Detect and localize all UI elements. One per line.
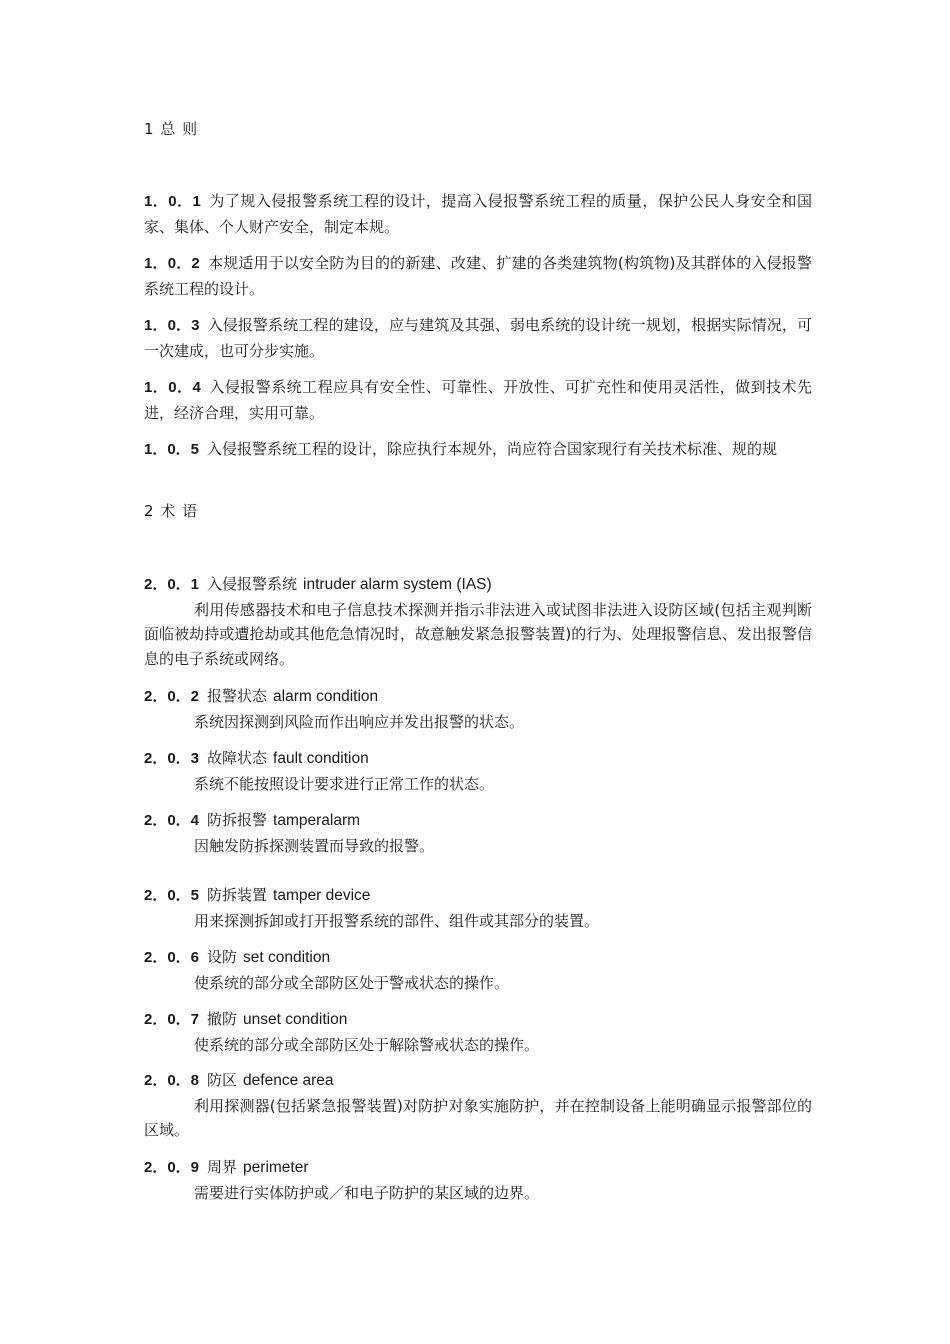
clause-text: 入侵报警系统工程应具有安全性、可靠性、开放性、可扩充性和使用灵活性，做到技术先进，经济合理，实用可靠。 <box>144 378 812 422</box>
clause-1-0-3 <box>144 313 812 363</box>
term-number: 2．0．3 <box>144 750 200 767</box>
clause-number: 1．0．2 <box>144 255 200 272</box>
term-cn: 防拆报警 <box>207 811 268 829</box>
term-en: fault condition <box>273 750 369 767</box>
clause-text: 本规适用于以安全防为目的的新建、改建、扩建的各类建筑物(构筑物)及其群体的入侵报警系统工程的设计。 <box>144 254 812 298</box>
term-cn: 防区 <box>207 1071 238 1089</box>
term-heading <box>144 572 812 598</box>
clause-number: 1．0．3 <box>144 317 200 334</box>
term-number: 2．0．5 <box>144 887 200 904</box>
chapter-2-heading: 2 术 语 <box>144 502 199 520</box>
term-cn: 设防 <box>207 948 238 966</box>
term-heading <box>144 1007 812 1033</box>
term-definition: 用来探测拆卸或打开报警系统的部件、组件或其部分的装置。 <box>194 911 600 930</box>
term-heading <box>144 684 812 710</box>
clause-number: 1．0．4 <box>144 379 201 396</box>
term-definition: 系统不能按照设计要求进行正常工作的状态。 <box>194 774 495 793</box>
term-cn: 防拆装置 <box>207 886 268 904</box>
term-number: 2．0．2 <box>144 688 200 705</box>
term-number: 2．0．9 <box>144 1159 200 1176</box>
term-heading <box>144 883 812 909</box>
term-cn: 撤防 <box>207 1010 238 1028</box>
term-2-0-2 <box>144 684 812 734</box>
clause-1-0-5 <box>144 437 812 463</box>
clause-1-0-1 <box>144 189 812 239</box>
clause-number: 1．0．5 <box>144 441 200 458</box>
clause-number: 1．0．1 <box>144 193 201 210</box>
clause-text: 入侵报警系统工程的建设，应与建筑及其强、弱电系统的设计统一规划，根据实际情况，可一次建成，也可分步实施。 <box>144 316 812 360</box>
term-heading <box>144 1155 812 1181</box>
term-2-0-4 <box>144 808 812 858</box>
clause-text: 入侵报警系统工程的设计，除应执行本规外，尚应符合国家现行有关技术标准、规的规 <box>207 440 778 458</box>
term-heading <box>144 746 812 772</box>
term-en: alarm condition <box>273 688 379 705</box>
term-en: defence area <box>243 1072 334 1089</box>
term-number: 2．0．1 <box>144 576 200 593</box>
clause-1-0-2 <box>144 251 812 301</box>
term-number: 2．0．6 <box>144 949 200 966</box>
term-2-0-6 <box>144 945 812 995</box>
term-2-0-9 <box>144 1155 812 1205</box>
term-2-0-5 <box>144 883 812 933</box>
clause-text: 为了规入侵报警系统工程的设计，提高入侵报警系统工程的质量，保护公民人身安全和国家、集体、个人财产安全，制定本规。 <box>144 192 812 236</box>
chapter-1-heading: 1 总 则 <box>144 120 199 138</box>
term-2-0-8 <box>144 1068 812 1143</box>
term-definition: 需要进行实体防护或／和电子防护的某区域的边界。 <box>194 1183 540 1202</box>
term-en: intruder alarm system (IAS) <box>303 576 492 593</box>
term-definition: 利用探测器(包括紧急报警装置)对防护对象实施防护，并在控制设备上能明确显示报警部位的区域。 <box>144 1096 812 1139</box>
term-cn: 入侵报警系统 <box>207 575 298 593</box>
term-number: 2．0．7 <box>144 1011 200 1028</box>
term-2-0-3 <box>144 746 812 796</box>
term-definition: 利用传感器技术和电子信息技术探测并指示非法进入或试图非法进入设防区域(包括主观判断面临被劫持或遭抢劫或其他危急情况时，故意触发紧急报警装置)的行为、处理报警信息、发出报警信息的电子系统或网络。 <box>144 600 812 668</box>
term-definition: 系统因探测到风险而作出响应并发出报警的状态。 <box>194 712 525 731</box>
term-en: set condition <box>243 949 331 966</box>
term-heading <box>144 808 812 834</box>
term-2-0-1 <box>144 572 812 671</box>
term-definition: 使系统的部分或全部防区处于解除警戒状态的操作。 <box>194 1035 540 1054</box>
term-cn: 故障状态 <box>207 749 268 767</box>
clause-1-0-4 <box>144 375 812 425</box>
term-en: unset condition <box>243 1011 348 1028</box>
term-en: tamper device <box>273 887 371 904</box>
term-en: perimeter <box>243 1159 309 1176</box>
term-heading <box>144 945 812 971</box>
term-number: 2．0．4 <box>144 812 200 829</box>
term-2-0-7 <box>144 1007 812 1057</box>
term-cn: 周界 <box>207 1158 238 1176</box>
term-number: 2．0．8 <box>144 1072 200 1089</box>
term-definition: 因触发防拆探测装置而导致的报警。 <box>194 836 435 855</box>
term-en: tamperalarm <box>273 812 361 829</box>
term-definition: 使系统的部分或全部防区处于警戒状态的操作。 <box>194 973 510 992</box>
term-cn: 报警状态 <box>207 687 268 705</box>
term-heading <box>144 1068 812 1094</box>
